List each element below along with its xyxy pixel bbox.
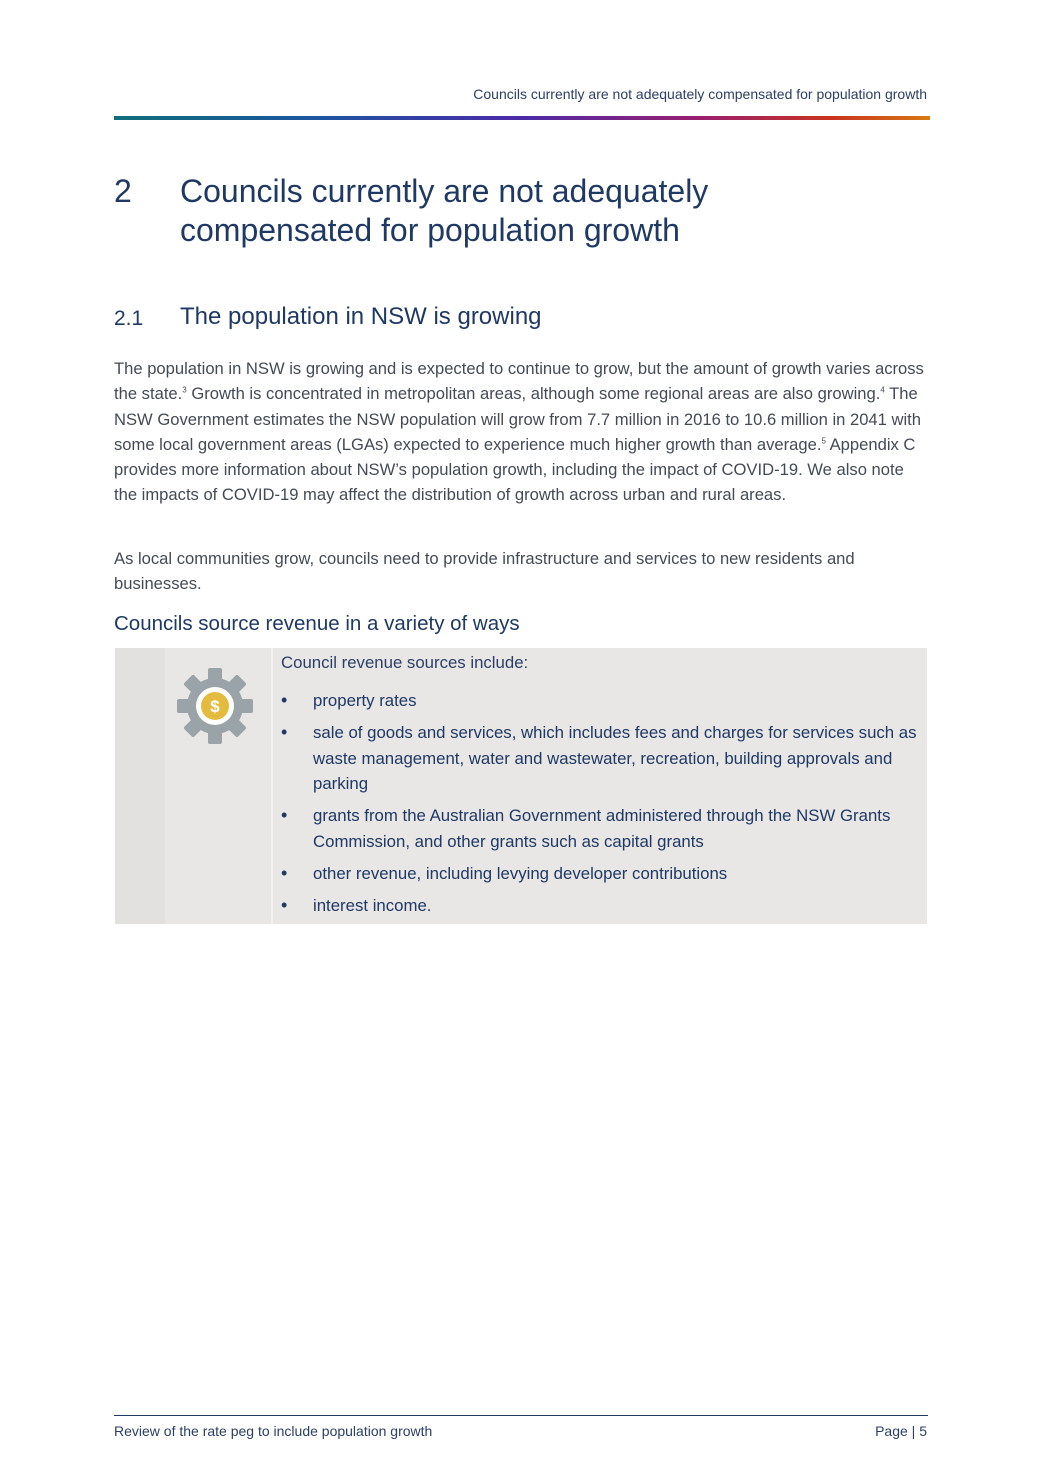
footer-document-title: Review of the rate peg to include population growth — [114, 1423, 433, 1439]
paragraph-text: Growth is concentrated in metropolitan areas, although some regional areas are also growing. — [186, 384, 881, 404]
revenue-sources-box — [115, 648, 927, 924]
section-number: 2 — [114, 173, 132, 209]
box-divider — [271, 648, 273, 924]
page-number: Page | 5 — [875, 1423, 927, 1439]
footnote-ref[interactable]: 4 — [880, 385, 885, 395]
revenue-list — [281, 688, 921, 918]
list-item: • other revenue, including levying developer contributions — [281, 861, 921, 887]
list-item: • grants from the Australian Government administered through the NSW Grants Commission, and other grants such as capital grants — [281, 803, 921, 854]
footnote-ref[interactable]: 3 — [182, 385, 187, 395]
paragraph-text: Appendix C provides more information about NSW’s population growth, including the impact of COVID-19. We also note the impacts of COVID-19 may affect the distribution of growth across urban and rural areas. — [114, 434, 916, 505]
paragraph-infrastructure: As local communities grow, councils need to provide infrastructure and services to new residents and businesses. — [114, 549, 855, 594]
revenue-list-content — [281, 652, 921, 925]
subsection-number: 2.1 — [114, 307, 144, 330]
footnote-ref[interactable]: 5 — [821, 436, 826, 446]
paragraph-text: The NSW Government estimates the NSW population will grow from 7.7 million in 2016 to 10.6 million in 2041 with some local government areas (LGAs) expected to experience much higher growth than average. — [114, 384, 922, 454]
paragraph-text: The population in NSW is growing and is expected to continue to grow, but the amount of growth varies across the state. — [114, 359, 924, 404]
paragraph-population-growth — [114, 356, 926, 508]
list-item: • interest income. — [281, 893, 921, 919]
section-title: Councils currently are not adequately compensated for population growth — [180, 173, 709, 248]
box-strip — [115, 648, 165, 924]
revenue-intro: Council revenue sources include: — [281, 653, 529, 672]
list-item: • sale of goods and services, which includes fees and charges for services such as waste management, water and wastewater, recreation, building approvals and parking — [281, 720, 921, 797]
svg-text:$: $ — [210, 697, 220, 716]
gear-dollar-icon — [175, 666, 255, 746]
running-header: Councils currently are not adequately compensated for population growth — [473, 86, 927, 102]
header-gradient-rule — [114, 116, 930, 120]
list-item: • property rates — [281, 688, 921, 714]
subsection-title: The population in NSW is growing — [180, 303, 542, 330]
revenue-heading: Councils source revenue in a variety of ways — [114, 612, 520, 635]
footer-rule — [114, 1415, 928, 1416]
